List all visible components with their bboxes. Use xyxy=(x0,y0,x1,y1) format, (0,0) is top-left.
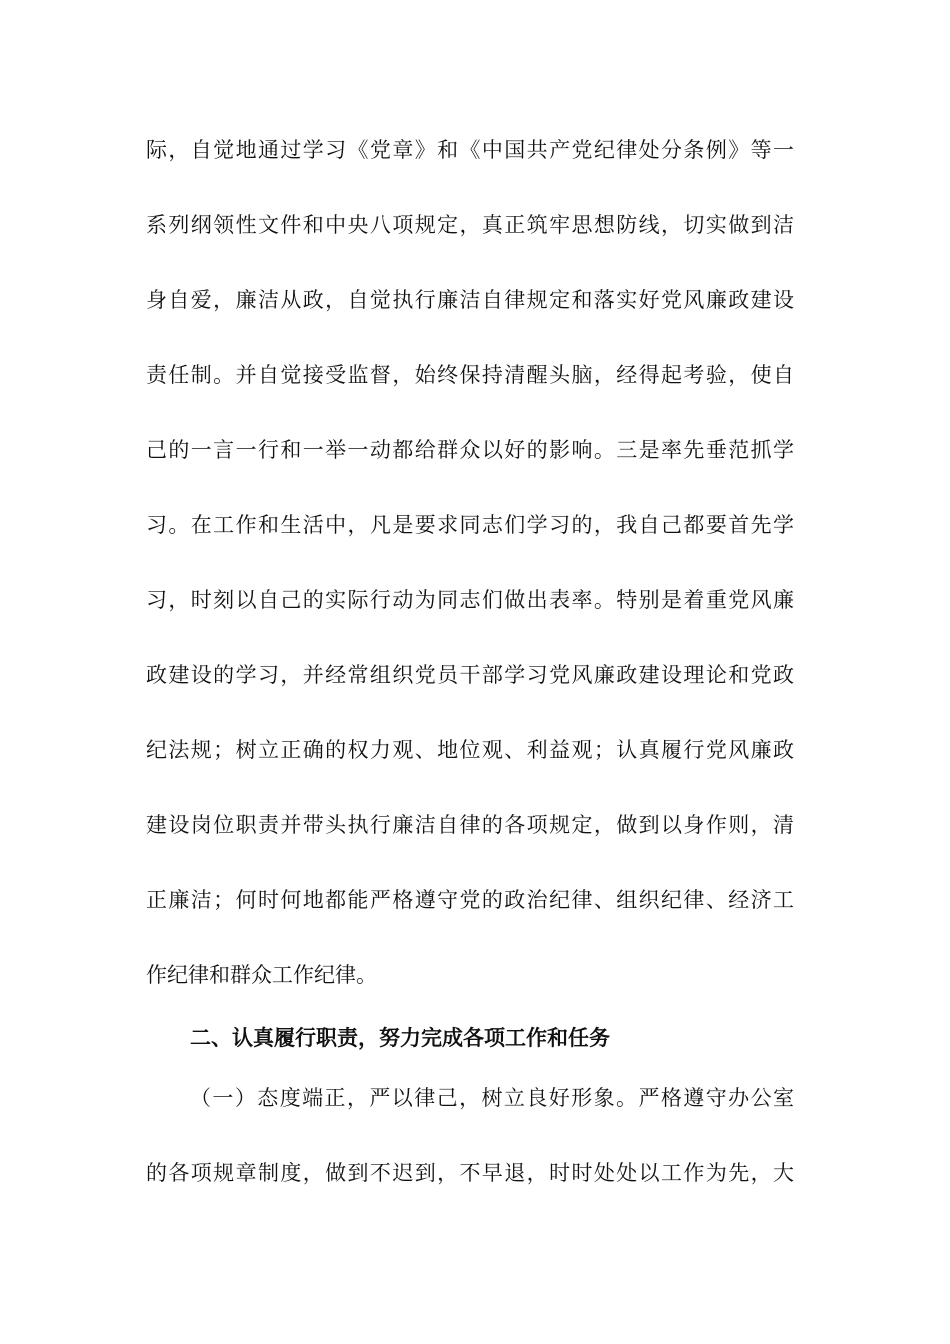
body-text-line: 作纪律和群众工作纪律。 xyxy=(146,963,377,987)
section-heading: 二、认真履行职责，努力完成各项工作和任务 xyxy=(190,1025,610,1050)
body-text-line: 己的一言一行和一举一动都给群众以好的影响。三是率先垂范抓学 xyxy=(146,438,794,462)
body-text-line: 政建设的学习，并经常组织党员干部学习党风廉政建设理论和党政 xyxy=(146,663,794,687)
body-text-line: 际，自觉地通过学习《党章》和《中国共产党纪律处分条例》等一 xyxy=(146,138,794,162)
body-text-line: 身自爱，廉洁从政，自觉执行廉洁自律规定和落实好党风廉政建设 xyxy=(146,288,794,312)
body-text-line: 责任制。并自觉接受监督，始终保持清醒头脑，经得起考验，使自 xyxy=(146,363,794,387)
body-text-line: 的各项规章制度，做到不迟到，不早退，时时处处以工作为先，大 xyxy=(146,1161,794,1185)
body-text-line: 建设岗位职责并带头执行廉洁自律的各项规定，做到以身作则，清 xyxy=(146,813,794,837)
body-text-line: 系列纲领性文件和中央八项规定，真正筑牢思想防线，切实做到洁 xyxy=(146,213,794,237)
body-text-line: 习，时刻以自己的实际行动为同志们做出表率。特别是着重党风廉 xyxy=(146,588,794,612)
body-text-line: 正廉洁；何时何地都能严格遵守党的政治纪律、组织纪律、经济工 xyxy=(146,888,794,912)
body-text-line: 习。在工作和生活中，凡是要求同志们学习的，我自己都要首先学 xyxy=(146,513,794,537)
body-text-line: （一）态度端正，严以律己，树立良好形象。严格遵守办公室 xyxy=(190,1086,794,1110)
body-text-line: 纪法规；树立正确的权力观、地位观、利益观；认真履行党风廉政 xyxy=(146,738,794,762)
